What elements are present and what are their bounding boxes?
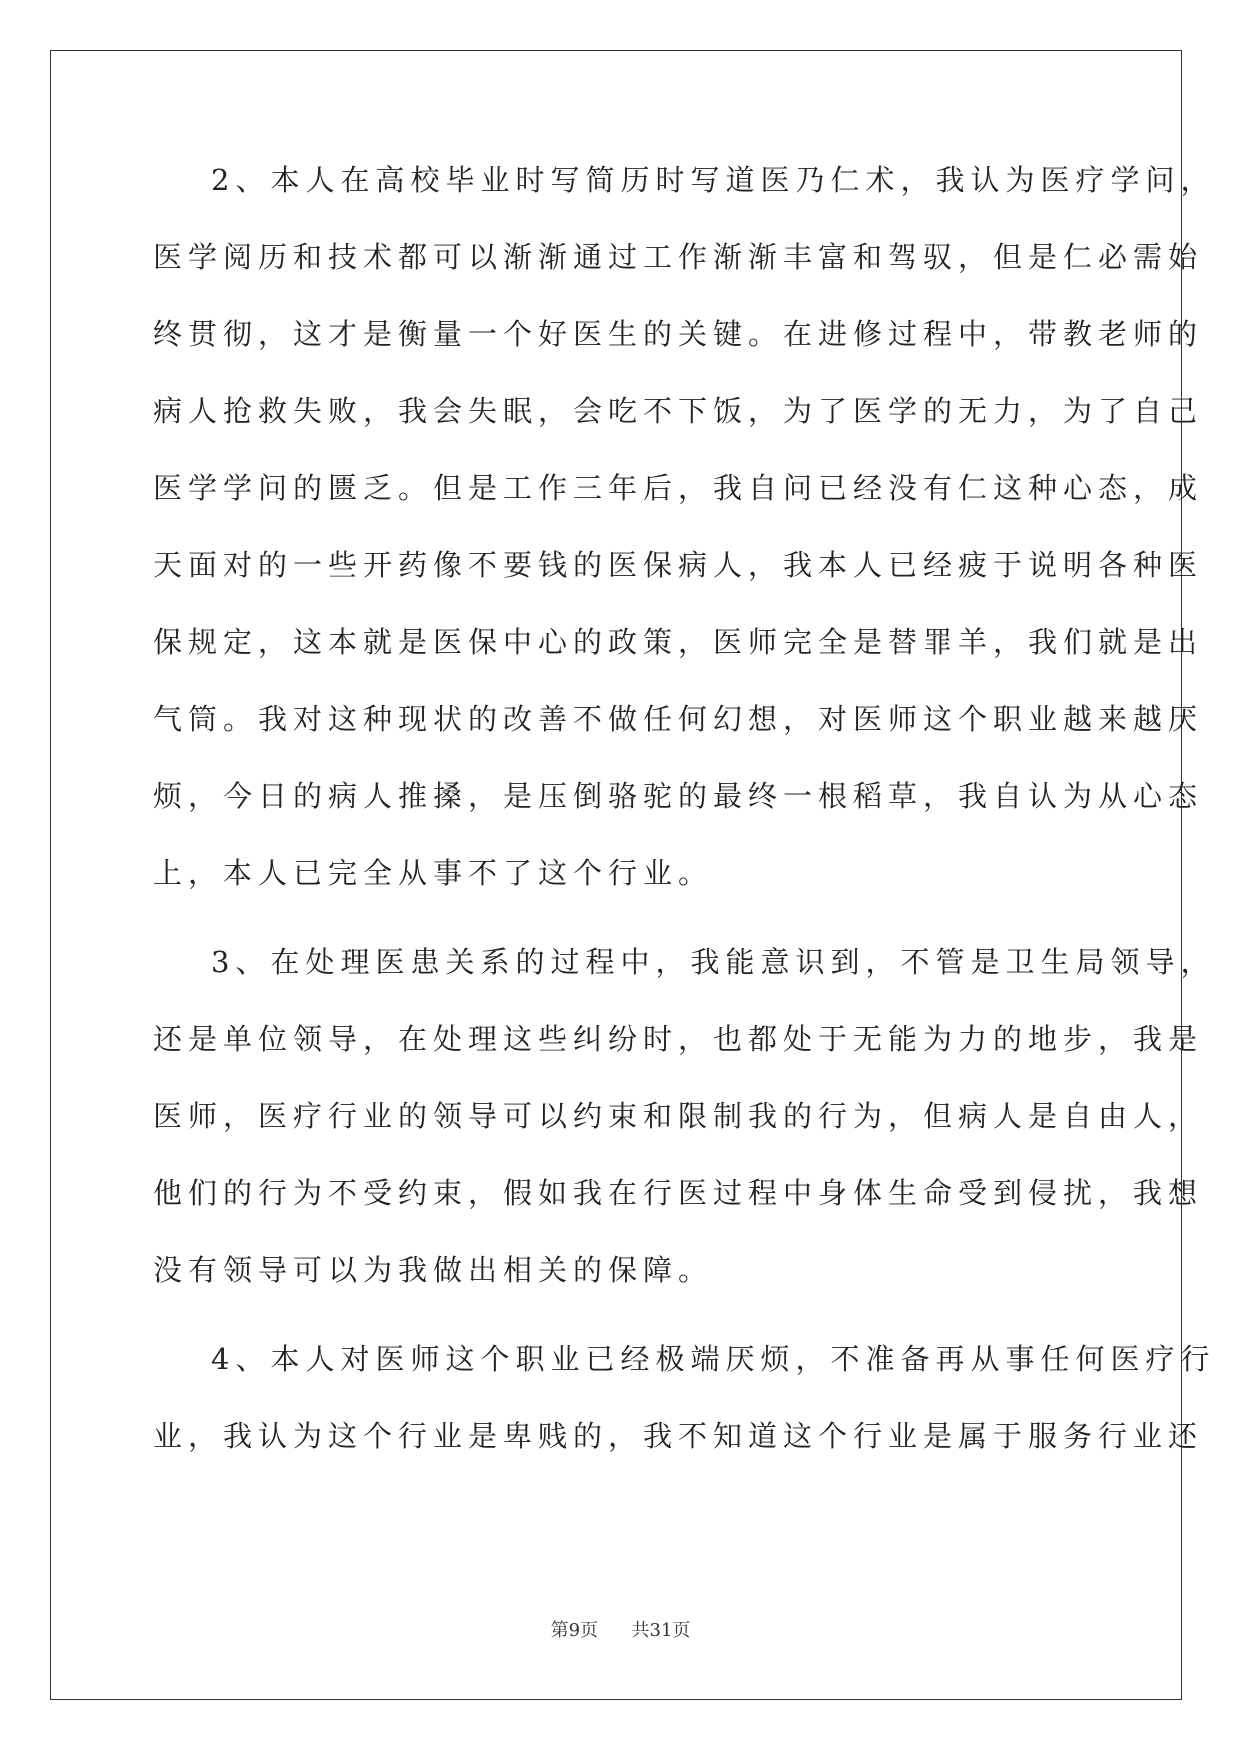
paragraph-2-line-6: 天面对的一些开药像不要钱的医保病人，我本人已经疲于说明各种医 bbox=[153, 548, 1204, 582]
paragraph-3-line-1: 3、在处理医患关系的过程中，我能意识到，不管是卫生局领导， bbox=[211, 945, 1216, 979]
paragraph-2-line-7: 保规定，这本就是医保中心的政策，医师完全是替罪羊，我们就是出 bbox=[153, 625, 1204, 659]
paragraph-2-line-8: 气筒。我对这种现状的改善不做任何幻想，对医师这个职业越来越厌 bbox=[153, 702, 1204, 736]
paragraph-2-line-10: 上，本人已完全从事不了这个行业。 bbox=[153, 856, 714, 890]
total-pages: 共31页 bbox=[631, 1620, 691, 1641]
paragraph-4-line-1: 4、本人对医师这个职业已经极端厌烦，不准备再从事任何医疗行 bbox=[211, 1342, 1216, 1376]
paragraph-2-line-1: 2、本人在高校毕业时写简历时写道医乃仁术，我认为医疗学问， bbox=[211, 163, 1216, 197]
paragraph-2-line-9: 烦，今日的病人推搡，是压倒骆驼的最终一根稻草，我自认为从心态 bbox=[153, 779, 1204, 813]
paragraph-4-line-2: 业，我认为这个行业是卑贱的，我不知道这个行业是属于服务行业还 bbox=[153, 1419, 1204, 1453]
paragraph-2-line-2: 医学阅历和技术都可以渐渐通过工作渐渐丰富和驾驭，但是仁必需始 bbox=[153, 240, 1204, 274]
paragraph-3-line-2: 还是单位领导，在处理这些纠纷时，也都处于无能为力的地步，我是 bbox=[153, 1022, 1204, 1056]
page-number: 第9页 bbox=[550, 1620, 599, 1641]
paragraph-2-line-5: 医学学问的匮乏。但是工作三年后，我自问已经没有仁这种心态，成 bbox=[153, 471, 1204, 505]
paragraph-2-line-3: 终贯彻，这才是衡量一个好医生的关键。在进修过程中，带教老师的 bbox=[153, 317, 1204, 351]
paragraph-3-line-3: 医师，医疗行业的领导可以约束和限制我的行为，但病人是自由人， bbox=[153, 1099, 1204, 1133]
paragraph-3-line-5: 没有领导可以为我做出相关的保障。 bbox=[153, 1253, 714, 1287]
document-body bbox=[153, 160, 1216, 1493]
paragraph-2-line-4: 病人抢救失败，我会失眠，会吃不下饭，为了医学的无力，为了自己 bbox=[153, 394, 1204, 428]
paragraph-3-line-4: 他们的行为不受约束，假如我在行医过程中身体生命受到侵扰，我想 bbox=[153, 1176, 1204, 1210]
page-footer bbox=[0, 1616, 1241, 1642]
